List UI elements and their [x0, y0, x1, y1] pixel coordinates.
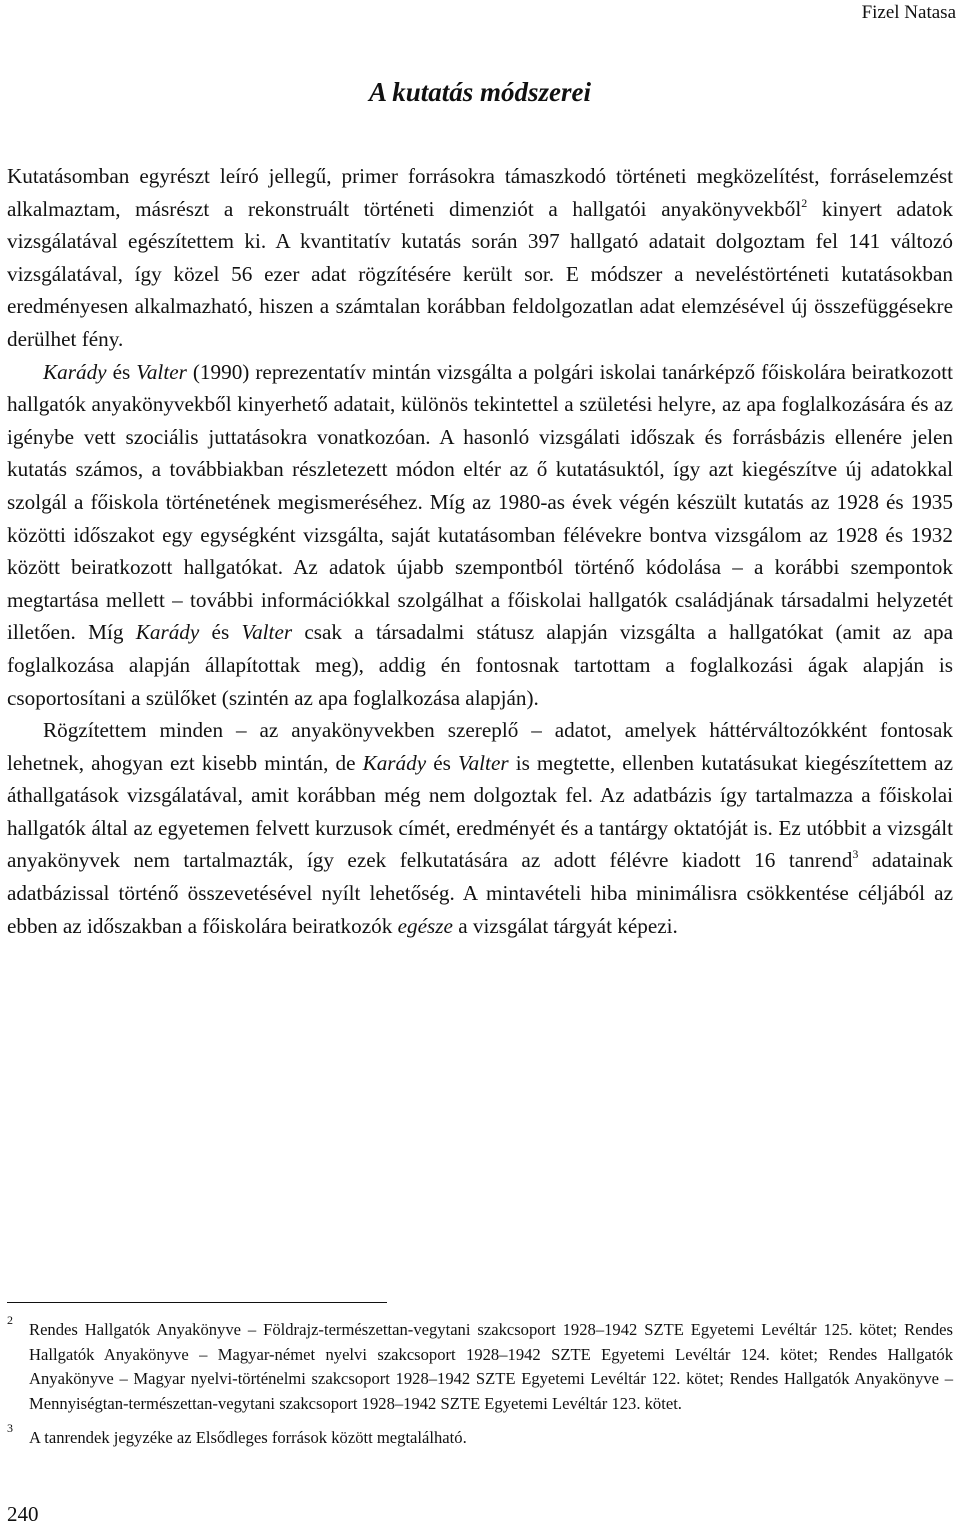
- text-run: kinyert adatok vizsgálatával egészítettem ki. A kvantitatív kutatás során 397 hallgató adatait dolgoztam fel 141 változó vizsgálatával, így közel 56 ezer adat rögzítésére került sor. E módszer a neveléstörténeti kutatásokban eredményesen alkalmazható, hiszen a számtalan korábban feldolgozatlan adat elemzésével új összefüggésekre derülhet fény.: [7, 196, 953, 351]
- text-run: adatainak adatbázissal történő összevetésével nyílt lehetőség. A mintavételi hiba minimálisra csökkentése céljából az ebben az időszakban a főiskolára beiratkozók: [7, 848, 954, 938]
- italic-text: Valter: [457, 750, 509, 775]
- italic-text: egésze: [397, 913, 453, 938]
- text-run: és: [426, 750, 458, 775]
- body-text: [7, 160, 953, 942]
- italic-text: Valter: [136, 359, 187, 384]
- running-head-author: Fizel Natasa: [861, 2, 956, 23]
- paragraph-2: [7, 356, 953, 715]
- text-run: csak a társadalmi státusz alapján vizsgálta a hallgatókat (amit az apa foglalkozása alapján állapítottak meg), addig én fontosnak tartottam a foglalkozási ágak alapján is csoportosítani a szülőket (szintén az apa foglalkozása alapján).: [7, 620, 953, 710]
- italic-text: Karády: [362, 750, 427, 775]
- footnote-number: 2: [7, 1313, 13, 1327]
- paragraph-1: [7, 160, 953, 356]
- paragraph-3: [7, 714, 953, 942]
- text-run: (1990) reprezentatív mintán vizsgálta a polgári iskolai tanárképző főiskolára beiratkozott hallgatók anyakönyvekből kinyerhető adatait, különös tekintettel a születési helyre, az apa foglalkozására és az igénybe vett szociális juttatásokra vonatkozóan. A hasonló vizsgálati időszak és forrásbázis ellenére jelen kutatás számos, a továbbiakban részletezett módon eltér az ő kutatásuktól, így azt kiegészítve új adatokkal szolgál a főiskola történetének megismeréséhez. Míg az 1980-as évek végén készült kutatás az 1928 és 1935 közötti időszakot egy egységként vizsgálta, saját kutatásomban félévekre bontva vizsgálom az 1928 és 1932 között beiratkozott hallgatókat. Az adatok újabb szempontból történő kódolása – a korábbi szempontok megtartása mellett – további információkkal szolgálhat a főiskolai hallgatók családjának társadalmi helyzetét illetően. Míg: [7, 359, 953, 645]
- text-run: és: [106, 359, 137, 384]
- footnote-divider: [7, 1302, 387, 1303]
- italic-text: Karády: [43, 359, 107, 384]
- footnotes: [7, 1313, 953, 1461]
- footnote-reference[interactable]: 3: [852, 847, 859, 862]
- text-run: Kutatásomban egyrészt leíró jellegű, primer forrásokra támaszkodó történeti megközelítést, forráselemzést alkalmaztam, másrészt a rekonstruált történeti dimenziót a hallgatói anyakönyvekből: [7, 164, 953, 221]
- footnote-text: Rendes Hallgatók Anyakönyve – Földrajz-természettan-vegytani szakcsoport 1928–1942 SZTE Egyetemi Levéltár 125. kötet; Rendes Hallgatók Anyakönyve – Magyar-német nyelvi szakcsoport 1928–1942 SZTE Egyetemi Levéltár 124. kötet; Rendes Hallgatók Anyakönyve – Magyar nyelvi-történelmi szakcsoport 1928–1942 SZTE Egyetemi Levéltár 122. kötet; Rendes Hallgatók Anyakönyve – Mennyiségtan-természettan-vegytani szakcsoport 1928–1942 SZTE Egyetemi Levéltár 123. kötet.: [29, 1320, 953, 1413]
- section-title: A kutatás módszerei: [368, 77, 592, 107]
- footnote-2: [7, 1313, 953, 1416]
- italic-text: Valter: [241, 620, 293, 645]
- text-run: Rögzítettem minden – az anyakönyvekben szereplő – adatot, amelyek háttérváltozókként fontosak lehetnek, ahogyan ezt kisebb mintán, de: [7, 718, 953, 775]
- page-number: 240: [7, 1502, 39, 1526]
- footnote-3: [7, 1421, 953, 1451]
- footnote-text: A tanrendek jegyzéke az Elsődleges források között megtalálható.: [29, 1428, 467, 1448]
- text-run: a vizsgálat tárgyát képezi.: [452, 913, 678, 938]
- text-run: is megtette, ellenben kutatásukat kiegészítettem az áthallgatások vizsgálatával, amit korábban még nem dolgoztak fel. Az adatbázis így tartalmazza a főiskolai hallgatók által az egyetemen felvett kurzusok címét, eredményét és a tantárgy oktatóját is. Ez utóbbit a vizsgált anyakönyvek nem tartalmazták, így ezek felkutatására az adott félévre kiadott 16 tanrend: [7, 750, 953, 873]
- text-run: és: [199, 620, 242, 645]
- italic-text: Karády: [135, 620, 200, 645]
- footnote-reference[interactable]: 2: [801, 195, 808, 210]
- footnote-number: 3: [7, 1421, 13, 1436]
